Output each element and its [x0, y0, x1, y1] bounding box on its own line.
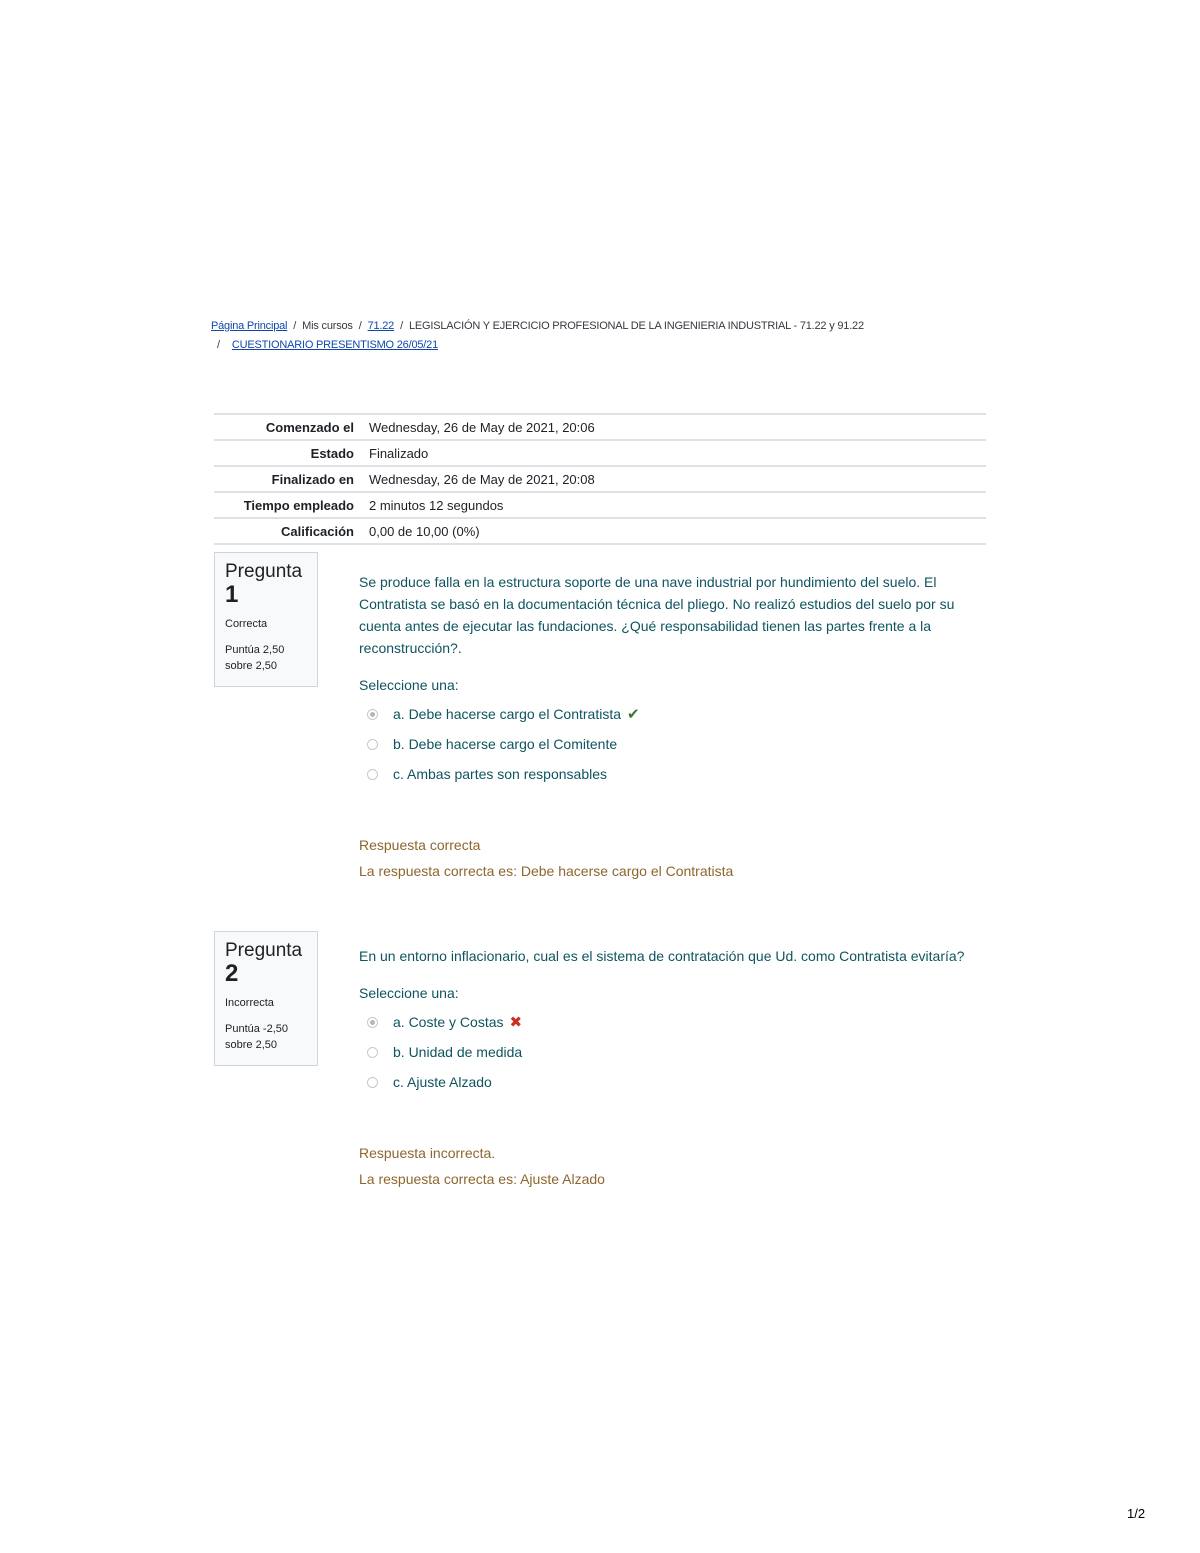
summary-row [214, 414, 986, 440]
breadcrumb-quiz-link[interactable]: CUESTIONARIO PRESENTISMO 26/05/21 [231, 339, 438, 351]
question-number: 2 [225, 960, 239, 987]
answer-option[interactable] [359, 1037, 969, 1067]
breadcrumb-course-name: LEGISLACIÓN Y EJERCICIO PROFESIONAL DE LA INGENIERIA INDUSTRIAL - 71.22 y 91.22 [408, 320, 864, 332]
option-label: a. Debe hacerse cargo el Contratista [393, 706, 622, 722]
attempt-summary-table [214, 413, 986, 545]
question-grade [225, 642, 307, 674]
option-label: c. Ajuste Alzado [393, 1074, 492, 1090]
answer-options [359, 699, 969, 789]
summary-label: Tiempo empleado [243, 497, 354, 513]
summary-label: Estado [310, 445, 354, 461]
summary-value: Wednesday, 26 de May de 2021, 20:08 [369, 471, 595, 487]
option-label: a. Coste y Costas [393, 1014, 504, 1030]
answer-option[interactable] [359, 759, 969, 789]
check-icon: ✔ [627, 706, 640, 723]
breadcrumb-separator: / [217, 339, 220, 351]
question-1-content [359, 571, 969, 879]
radio-button[interactable] [367, 1047, 378, 1058]
summary-row [214, 492, 986, 518]
question-text: Se produce falla en la estructura soporte de una nave industrial por hundimiento del suelo. El Contratista se basó en la documentación técnica del pliego. No realizó estudios del suelo por su cuenta antes de ejecutar las fundaciones. ¿Qué responsabilidad tienen las partes frente a la reconstrucción?. [359, 574, 955, 656]
grade-line: Puntúa 2,50 [225, 644, 285, 656]
option-label: c. Ambas partes son responsables [393, 766, 608, 782]
option-label: b. Unidad de medida [393, 1044, 523, 1060]
question-1-info-box [214, 552, 318, 687]
breadcrumb [211, 317, 981, 355]
radio-button[interactable] [367, 769, 378, 780]
select-prompt: Seleccione una: [359, 677, 459, 693]
breadcrumb-home-link[interactable]: Página Principal [211, 320, 288, 332]
question-2-info-box [214, 931, 318, 1066]
summary-value: 0,00 de 10,00 (0%) [369, 523, 480, 539]
summary-label: Finalizado en [271, 471, 354, 487]
summary-value: Wednesday, 26 de May de 2021, 20:06 [369, 419, 595, 435]
question-grade [225, 1021, 307, 1053]
answer-option[interactable] [359, 1007, 969, 1037]
radio-button-selected[interactable] [367, 1017, 378, 1028]
question-2-content [359, 945, 969, 1187]
question-number: 1 [225, 581, 239, 608]
summary-label: Comenzado el [265, 419, 354, 435]
question-title: Pregunta [225, 561, 303, 582]
cross-icon: ✖ [509, 1014, 523, 1031]
question-title: Pregunta [225, 940, 303, 961]
breadcrumb-separator: / [293, 320, 297, 332]
question-state: Correcta [225, 618, 268, 630]
breadcrumb-course-code-link[interactable]: 71.22 [367, 320, 395, 332]
radio-button[interactable] [367, 1077, 378, 1088]
option-label: b. Debe hacerse cargo el Comitente [393, 736, 618, 752]
breadcrumb-my-courses: Mis cursos [302, 320, 353, 332]
summary-row [214, 440, 986, 466]
question-feedback [359, 837, 969, 879]
radio-button[interactable] [367, 739, 378, 750]
answer-option[interactable] [359, 729, 969, 759]
feedback-status: Respuesta incorrecta. [359, 1145, 496, 1161]
summary-row [214, 466, 986, 492]
feedback-status: Respuesta correcta [359, 837, 481, 853]
summary-value: Finalizado [369, 445, 429, 461]
breadcrumb-separator: / [400, 320, 403, 332]
page-number: 1/2 [1127, 1506, 1146, 1521]
answer-option[interactable] [359, 699, 969, 729]
grade-line: sobre 2,50 [225, 1039, 277, 1051]
grade-line: Puntúa -2,50 [225, 1023, 288, 1035]
summary-row [214, 518, 986, 544]
feedback-correct-answer: La respuesta correcta es: Debe hacerse cargo el Contratista [359, 863, 734, 879]
answer-options [359, 1007, 969, 1097]
summary-label: Calificación [281, 523, 354, 539]
question-state: Incorrecta [225, 997, 274, 1009]
question-feedback [359, 1145, 969, 1187]
radio-button-selected[interactable] [367, 709, 378, 720]
breadcrumb-separator: / [358, 320, 362, 332]
feedback-correct-answer: La respuesta correcta es: Ajuste Alzado [359, 1171, 605, 1187]
grade-line: sobre 2,50 [225, 660, 277, 672]
question-text: En un entorno inflacionario, cual es el sistema de contratación que Ud. como Contratista evitaría? [359, 948, 965, 964]
answer-option[interactable] [359, 1067, 969, 1097]
select-prompt: Seleccione una: [359, 985, 459, 1001]
summary-value: 2 minutos 12 segundos [369, 497, 504, 513]
